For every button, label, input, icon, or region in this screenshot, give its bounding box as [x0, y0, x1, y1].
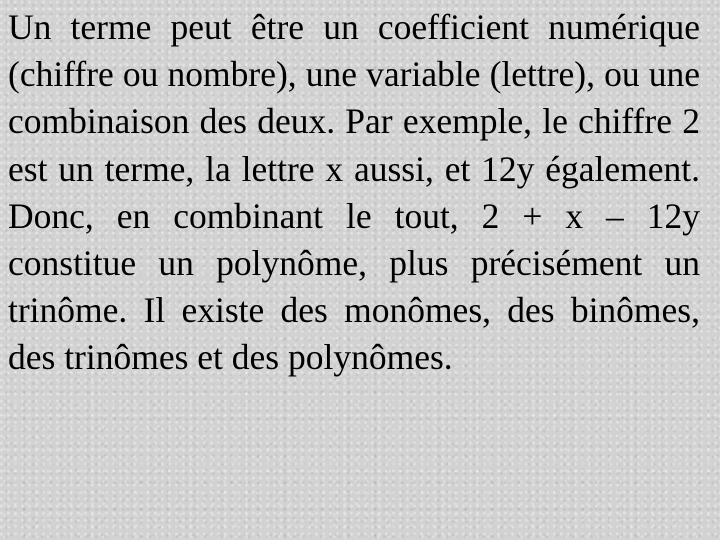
body-paragraph: Un terme peut être un coefficient numérique (chiffre ou nombre), une variable (lettre), ou une combinaison des deux. Par exemple, le chiffre 2 est un terme, la lettre x aussi, et 12y également. Donc, en combinant le tout, 2 + x – 12y constitue un polynôme, plus précisément un trinôme. Il existe des monômes, des binômes, des trinômes et des polynômes. — [8, 7, 700, 378]
